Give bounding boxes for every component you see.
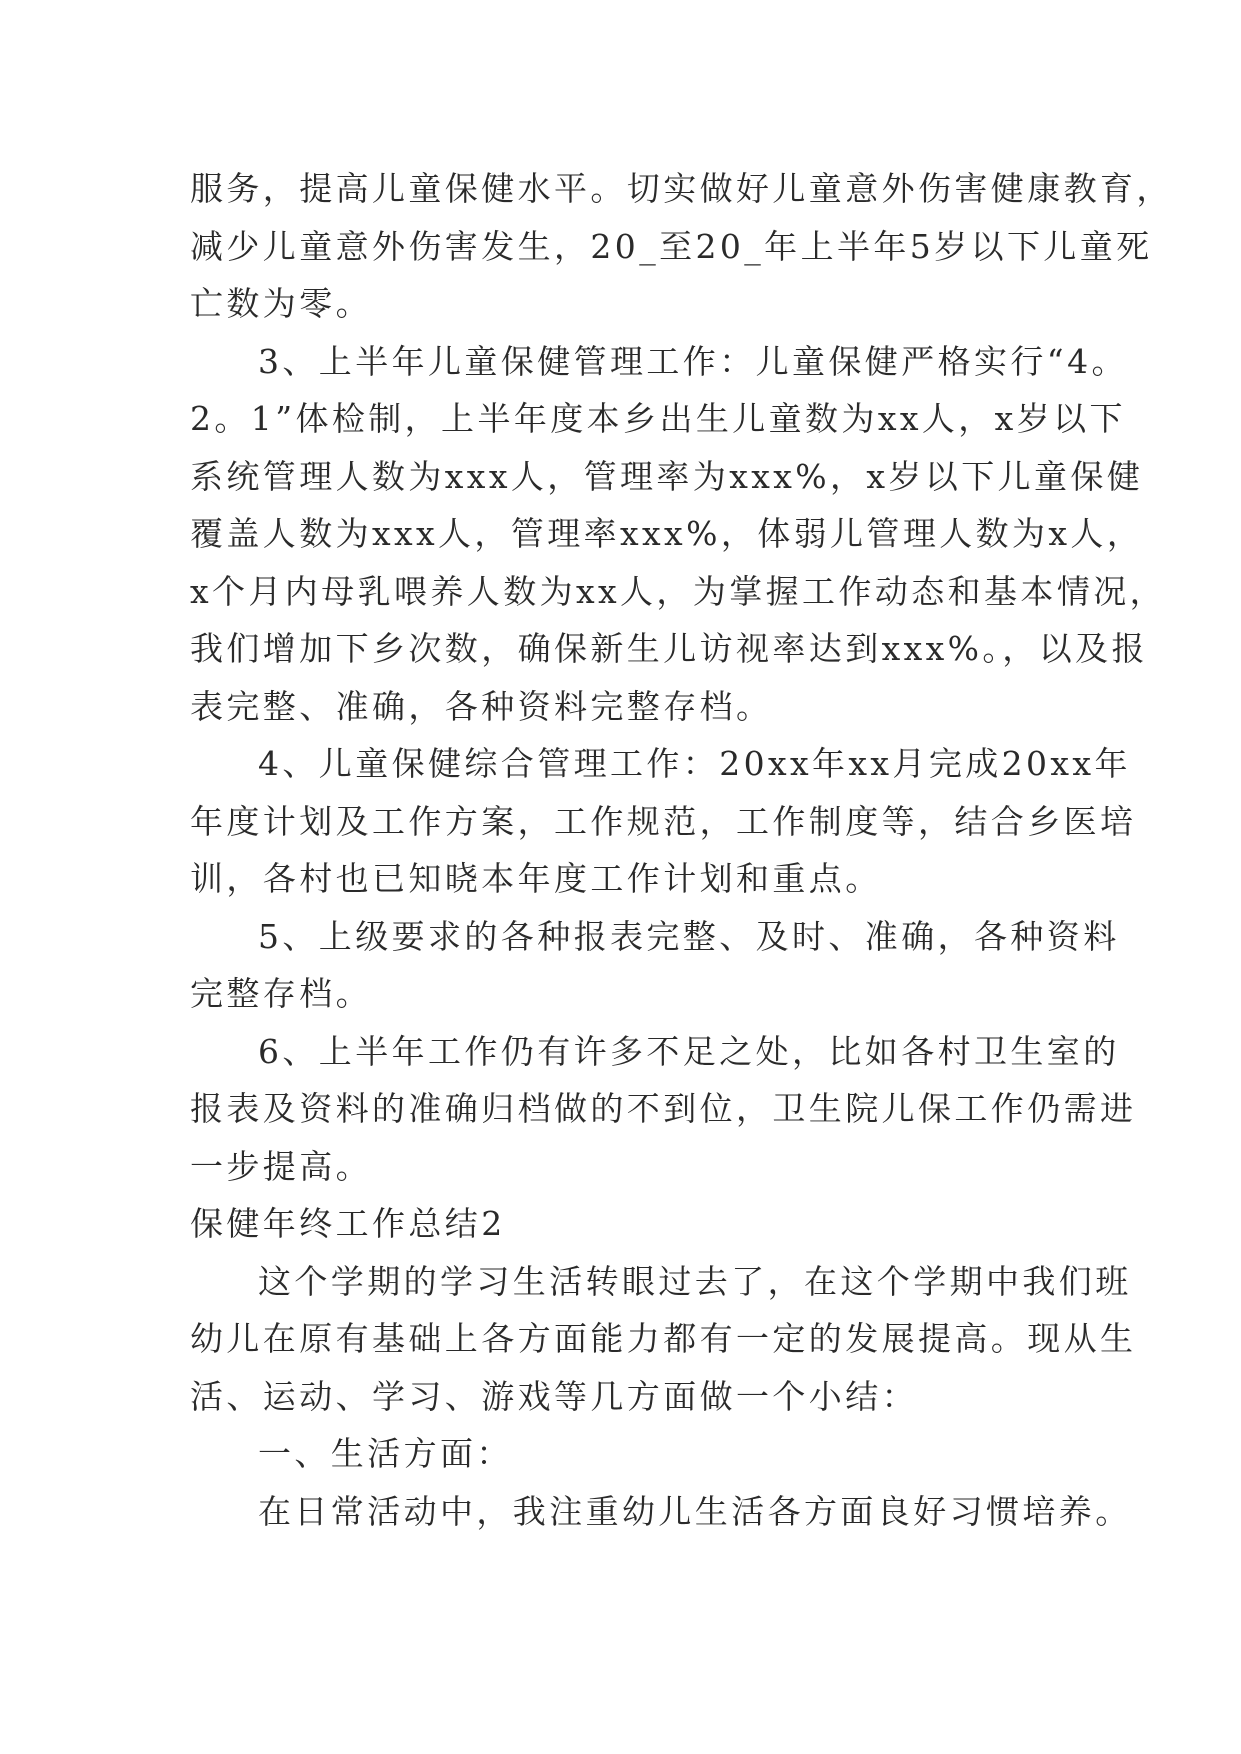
- text-line: x个月内母乳喂养人数为xx人，为掌握工作动态和基本情况，: [190, 571, 1167, 611]
- text-line: 一步提高。: [190, 1146, 372, 1186]
- text-line: 4、儿童保健综合管理工作：20xx年xx月完成20xx年: [258, 744, 1131, 783]
- text-line: 年度计划及工作方案，工作规范，工作制度等，结合乡医培: [190, 801, 1137, 841]
- text-line: 训，各村也已知晓本年度工作计划和重点。: [190, 859, 882, 898]
- text-line: 系统管理人数为xxx人，管理率为xxx%，x岁以下儿童保健: [190, 456, 1144, 496]
- text-line: 减少儿童意外伤害发生，20_至20_年上半年5岁以下儿童死: [190, 226, 1153, 266]
- text-line: 我们增加下乡次数，确保新生儿访视率达到xxx%。，以及报: [190, 629, 1148, 668]
- text-line: 3、上半年儿童保健管理工作：儿童保健严格实行“4。: [258, 341, 1128, 381]
- text-line: 活、运动、学习、游戏等几方面做一个小结：: [190, 1376, 918, 1416]
- text-line: 在日常活动中，我注重幼儿生活各方面良好习惯培养。: [258, 1491, 1132, 1531]
- text-line: 保健年终工作总结2: [190, 1204, 506, 1243]
- text-line: 报表及资料的准确归档做的不到位，卫生院儿保工作仍需进: [190, 1089, 1137, 1128]
- text-line: 幼儿在原有基础上各方面能力都有一定的发展提高。现从生: [190, 1319, 1137, 1358]
- text-line: 表完整、准确，各种资料完整存档。: [190, 686, 773, 726]
- text-line: 一、生活方面：: [258, 1434, 513, 1473]
- text-line: 6、上半年工作仍有许多不足之处，比如各村卫生室的: [258, 1031, 1120, 1071]
- document-body: [190, 160, 1173, 1540]
- text-line: 覆盖人数为xxx人，管理率xxx%，体弱儿管理人数为x人，: [190, 514, 1144, 553]
- text-line: 亡数为零。: [190, 284, 372, 323]
- text-line: 服务，提高儿童保健水平。切实做好儿童意外伤害健康教育，: [190, 169, 1173, 208]
- text-line: 2。1”体检制，上半年度本乡出生儿童数为xx人，x岁以下: [190, 399, 1126, 438]
- text-line: 完整存档。: [190, 974, 372, 1013]
- text-line: 5、上级要求的各种报表完整、及时、准确，各种资料: [258, 916, 1120, 956]
- text-line: 这个学期的学习生活转眼过去了，在这个学期中我们班: [258, 1261, 1132, 1301]
